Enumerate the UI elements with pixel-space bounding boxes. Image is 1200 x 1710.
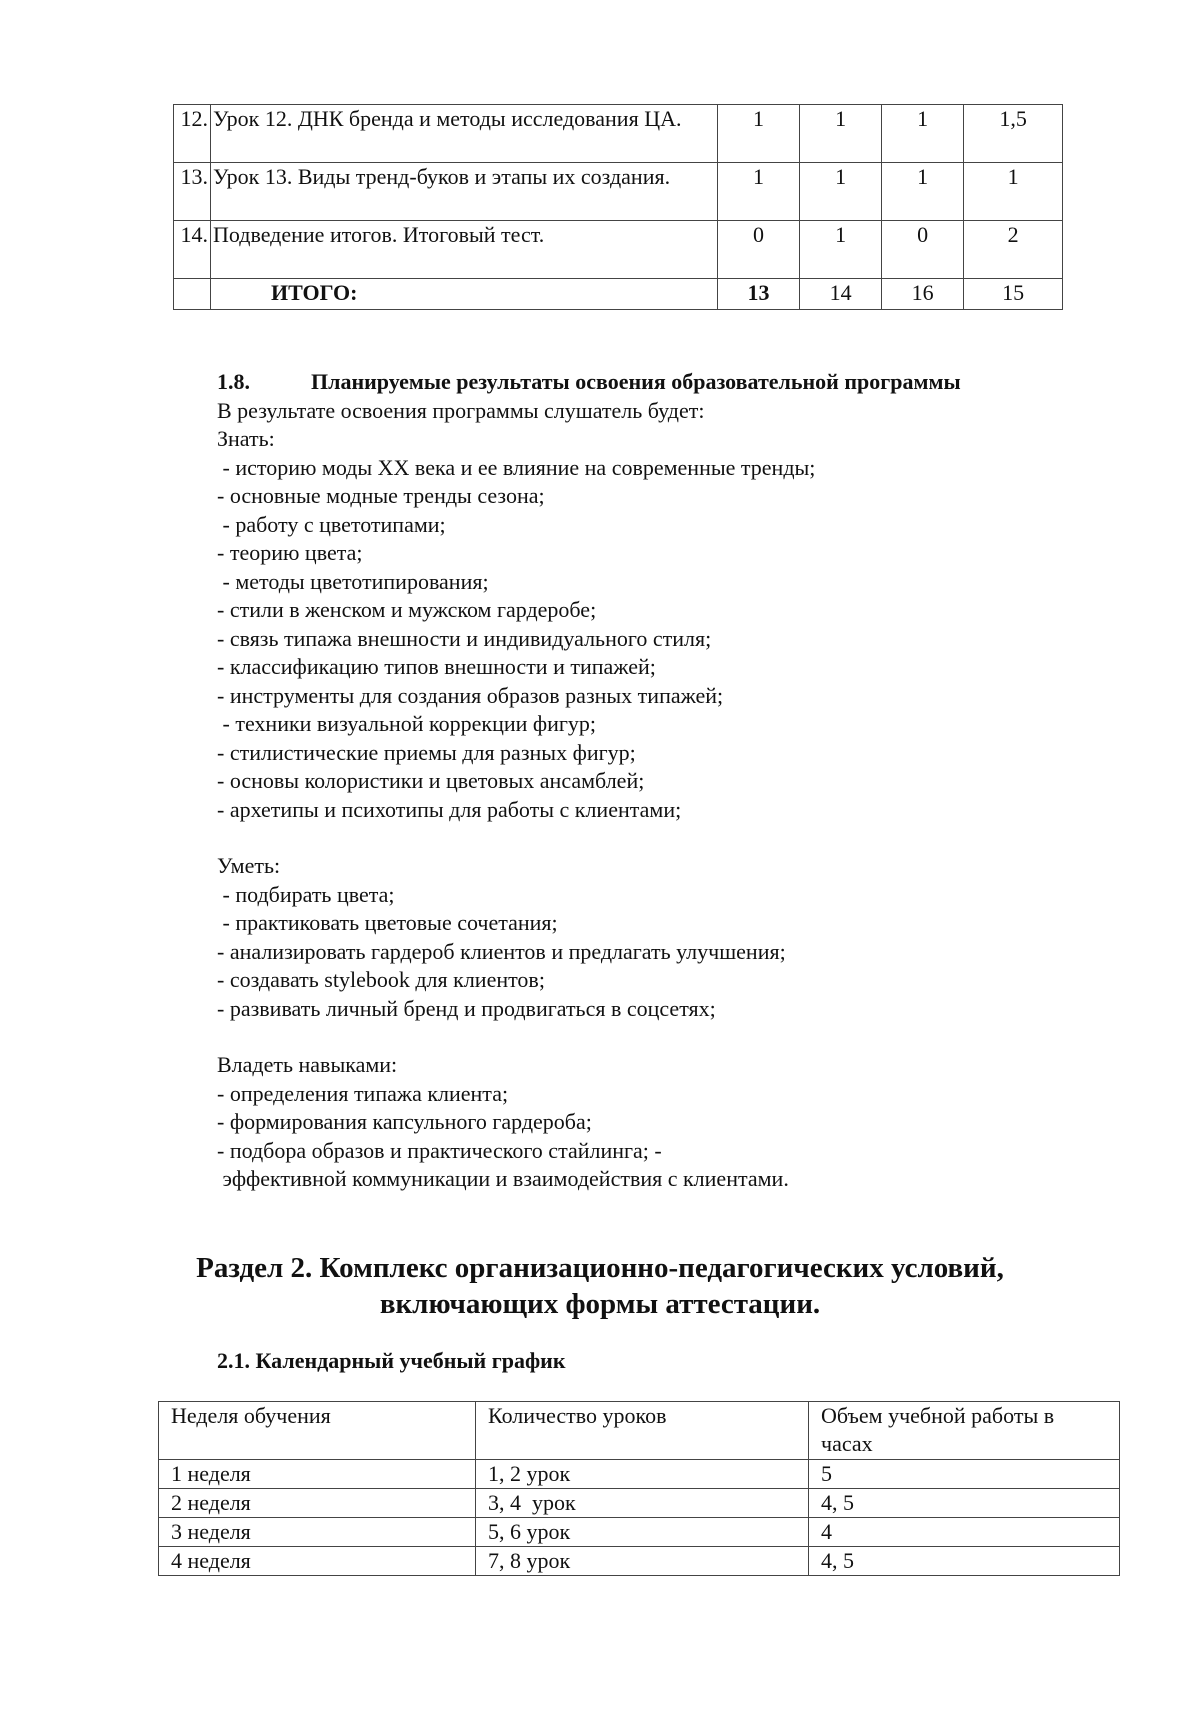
table-row <box>159 1518 1120 1547</box>
section-2-title-line: Раздел 2. Комплекс организационно-педагогических условий, <box>196 1252 1004 1284</box>
list-item: - стили в женском и мужском гардеробе; <box>217 597 597 622</box>
row-number: 12. <box>174 105 211 163</box>
list-item: - подбирать цвета; <box>217 881 395 907</box>
column-header: Неделя обучения <box>159 1402 476 1460</box>
column-header: Количество уроков <box>476 1402 809 1460</box>
list-item: - основные модные тренды сезона; <box>217 483 545 508</box>
hours-cell: 5 <box>809 1460 1120 1489</box>
lessons-cell: 5, 6 урок <box>476 1518 809 1547</box>
intro-text: В результате освоения программы слушатель будет: <box>217 397 705 423</box>
hours-cell: 1 <box>964 163 1063 221</box>
table-row <box>174 105 1063 163</box>
lesson-name: Подведение итогов. Итоговый тест. <box>211 221 718 279</box>
row-number: 14. <box>174 221 211 279</box>
hours-cell: 4 <box>809 1518 1120 1547</box>
list-item: - формирования капсульного гардероба; <box>217 1109 592 1134</box>
total-label: ИТОГО: <box>211 279 718 310</box>
list-item: - связь типажа внешности и индивидуального стиля; <box>217 625 712 651</box>
list-item: - развивать личный бренд и продвигаться в соцсетях; <box>217 995 716 1021</box>
table-row <box>159 1547 1120 1576</box>
week-cell: 3 неделя <box>159 1518 476 1547</box>
table-row <box>159 1460 1120 1489</box>
table-row <box>174 221 1063 279</box>
lessons-cell: 7, 8 урок <box>476 1547 809 1576</box>
can-label: Уметь: <box>217 853 281 878</box>
lessons-cell: 3, 4 урок <box>476 1489 809 1518</box>
list-item: - основы колористики и цветовых ансамблей; <box>217 768 645 793</box>
list-item: - работу с цветотипами; <box>217 511 446 537</box>
hours-cell: 4, 5 <box>809 1547 1120 1576</box>
list-item: - инструменты для создания образов разных типажей; <box>217 682 724 708</box>
list-item: - подбора образов и практического стайлинга; - <box>217 1137 662 1163</box>
hours-cell: 4, 5 <box>809 1489 1120 1518</box>
table-header-row <box>159 1402 1120 1460</box>
total-row <box>174 279 1063 310</box>
total-cell: 13 <box>718 279 800 310</box>
hours-cell: 1 <box>800 163 882 221</box>
skills-label: Владеть навыками: <box>217 1052 398 1077</box>
hours-cell: 0 <box>882 221 964 279</box>
table-row <box>174 163 1063 221</box>
row-number: 13. <box>174 163 211 221</box>
list-item: - стилистические приемы для разных фигур; <box>217 739 636 765</box>
list-item: - теорию цвета; <box>217 540 363 565</box>
list-item: - классификацию типов внешности и типажей; <box>217 654 656 679</box>
list-item: - создавать stylebook для клиентов; <box>217 967 545 992</box>
list-item: - практиковать цветовые сочетания; <box>217 910 558 935</box>
list-item: - анализировать гардероб клиентов и предлагать улучшения; <box>217 938 786 964</box>
hours-cell: 1,5 <box>964 105 1063 163</box>
week-cell: 1 неделя <box>159 1460 476 1489</box>
hours-cell: 2 <box>964 221 1063 279</box>
section-1-8 <box>217 368 1117 1194</box>
calendar-schedule-table <box>158 1401 1120 1576</box>
lesson-name: Урок 12. ДНК бренда и методы исследования ЦА. <box>211 105 718 163</box>
section-2-1-title: 2.1. Календарный учебный график <box>217 1348 566 1373</box>
week-cell: 2 неделя <box>159 1489 476 1518</box>
week-cell: 4 неделя <box>159 1547 476 1576</box>
list-item: - архетипы и психотипы для работы с клиентами; <box>217 796 682 822</box>
table-row <box>159 1489 1120 1518</box>
spacer <box>217 824 1117 852</box>
hours-cell: 0 <box>718 221 800 279</box>
hours-cell: 1 <box>800 105 882 163</box>
lesson-name: Урок 13. Виды тренд-буков и этапы их создания. <box>211 163 718 221</box>
hours-cell: 1 <box>882 105 964 163</box>
list-item: - методы цветотипирования; <box>217 568 489 594</box>
total-cell: 15 <box>964 279 1063 310</box>
hours-cell: 1 <box>718 163 800 221</box>
total-cell: 14 <box>800 279 882 310</box>
list-item: - определения типажа клиента; <box>217 1080 509 1106</box>
list-item: - историю моды XX века и ее влияние на современные тренды; <box>217 454 816 480</box>
section-number: 1.8. <box>217 369 250 394</box>
hours-cell: 1 <box>718 105 800 163</box>
list-item: эффективной коммуникации и взаимодействия с клиентами. <box>217 1166 789 1191</box>
lessons-hours-table <box>173 104 1063 310</box>
list-item: - техники визуальной коррекции фигур; <box>217 711 597 736</box>
hours-cell: 1 <box>800 221 882 279</box>
know-label: Знать: <box>217 426 275 451</box>
spacer <box>217 1023 1117 1051</box>
lessons-cell: 1, 2 урок <box>476 1460 809 1489</box>
section-2-title <box>150 1250 1050 1322</box>
section-title: Планируемые результаты освоения образовательной программы <box>311 369 961 394</box>
section-2-title-line: включающих формы аттестации. <box>379 1288 821 1320</box>
hours-cell: 1 <box>882 163 964 221</box>
row-number-empty <box>174 279 211 310</box>
total-cell: 16 <box>882 279 964 310</box>
column-header: Объем учебной работы в часах <box>809 1402 1120 1460</box>
section-heading <box>217 368 1117 397</box>
